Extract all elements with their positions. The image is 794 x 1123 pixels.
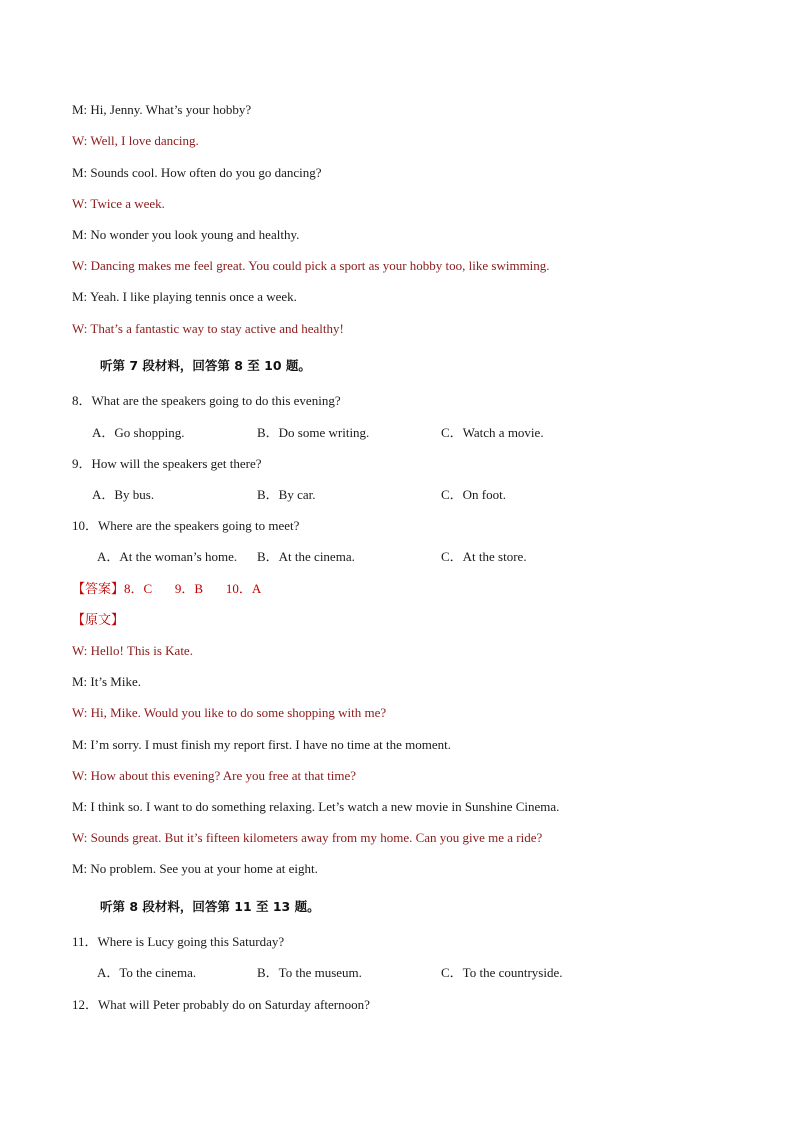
- dialogue-line: W: Sounds great. But it’s fifteen kilometers away from my home. Can you give me a ride?: [72, 830, 543, 845]
- dialogue-line: W: Well, I love dancing.: [72, 133, 199, 148]
- answer-line: [72, 581, 261, 598]
- option-a: A．At the woman’s home.: [97, 549, 238, 564]
- dialogue-line: M: Hi, Jenny. What’s your hobby?: [72, 102, 252, 117]
- option-c: C．To the countryside.: [441, 965, 563, 980]
- option-b: B．To the museum.: [257, 965, 362, 980]
- question-stem: 11．Where is Lucy going this Saturday?: [72, 934, 285, 949]
- option-a: A．Go shopping.: [92, 425, 185, 440]
- answer-tag: 【答案】: [72, 582, 125, 597]
- dialogue-line: W: Twice a week.: [72, 196, 165, 211]
- question-stem: 9．How will the speakers get there?: [72, 456, 262, 471]
- dialogue-line: M: I think so. I want to do something relaxing. Let’s watch a new movie in Sunshine Cinema.: [72, 799, 560, 814]
- dialogue-line: W: Dancing makes me feel great. You could pick a sport as your hobby too, like swimming.: [72, 258, 550, 273]
- option-b: B．At the cinema.: [257, 549, 355, 564]
- original-text-tag: [72, 612, 124, 629]
- dialogue-line: M: No problem. See you at your home at eight.: [72, 861, 318, 876]
- section-heading: 听第 7 段材料，回答第 8 至 10 题。: [100, 358, 311, 373]
- dialogue-line: W: Hello! This is Kate.: [72, 643, 193, 658]
- option-c: C．On foot.: [441, 487, 507, 502]
- option-c: C．At the store.: [441, 549, 527, 564]
- answer-text: 8．C 9．B 10．A: [124, 581, 262, 596]
- option-b: B．Do some writing.: [257, 425, 370, 440]
- option-a: A．To the cinema.: [97, 965, 197, 980]
- question-stem: 12．What will Peter probably do on Saturday afternoon?: [72, 997, 370, 1012]
- section-heading: 听第 8 段材料，回答第 11 至 13 题。: [100, 899, 320, 914]
- dialogue-line: W: Hi, Mike. Would you like to do some shopping with me?: [72, 705, 387, 720]
- option-b: B．By car.: [257, 487, 316, 502]
- option-a: A．By bus.: [92, 487, 155, 502]
- dialogue-line: W: That’s a fantastic way to stay active and healthy!: [72, 321, 344, 336]
- question-stem: 8．What are the speakers going to do this evening?: [72, 393, 341, 408]
- question-stem: 10．Where are the speakers going to meet?: [72, 518, 300, 533]
- dialogue-line: W: How about this evening? Are you free at that time?: [72, 768, 356, 783]
- original-tag: 【原文】: [72, 613, 125, 628]
- dialogue-line: M: Yeah. I like playing tennis once a week.: [72, 289, 297, 304]
- dialogue-line: M: I’m sorry. I must finish my report first. I have no time at the moment.: [72, 737, 451, 752]
- option-c: C．Watch a movie.: [441, 425, 544, 440]
- dialogue-line: M: Sounds cool. How often do you go dancing?: [72, 165, 322, 180]
- dialogue-line: M: It’s Mike.: [72, 674, 141, 689]
- dialogue-line: M: No wonder you look young and healthy.: [72, 227, 300, 242]
